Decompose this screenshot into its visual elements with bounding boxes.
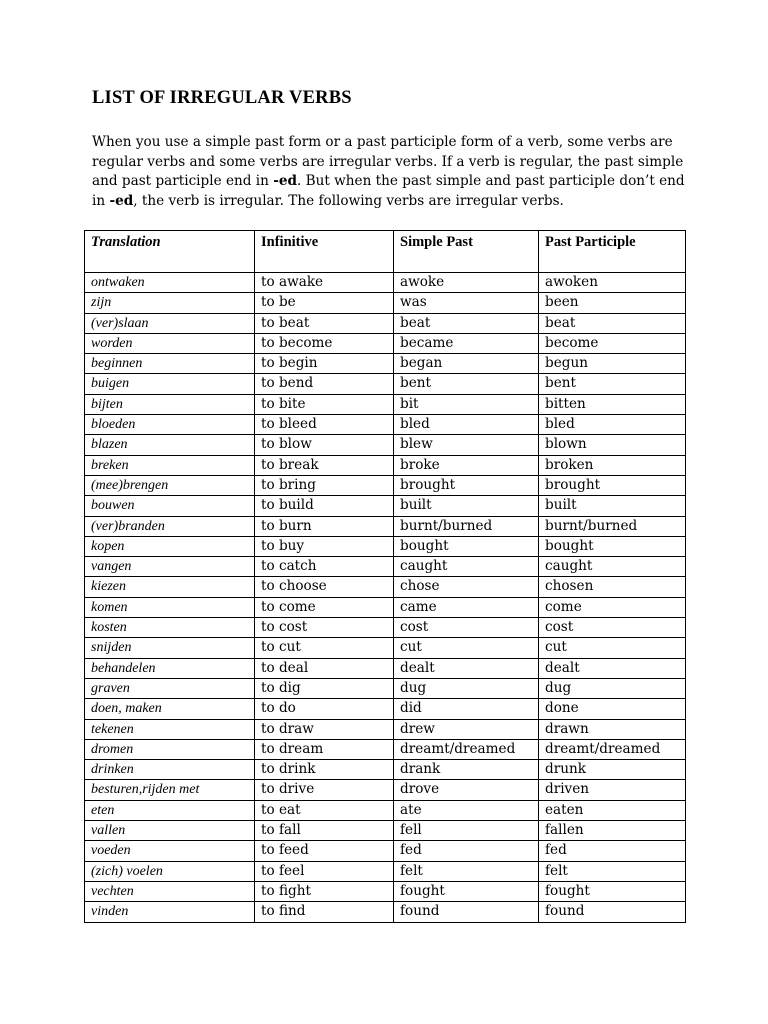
cell-translation: ontwaken	[85, 273, 255, 293]
cell-simple-past: chose	[394, 577, 539, 597]
cell-infinitive: to burn	[255, 516, 394, 536]
cell-infinitive: to bend	[255, 374, 394, 394]
cell-simple-past: caught	[394, 557, 539, 577]
table-row	[85, 577, 686, 597]
table-row	[85, 354, 686, 374]
cell-simple-past: became	[394, 333, 539, 353]
intro-text: , the verb is irregular. The following verbs are irregular verbs.	[133, 192, 564, 209]
table-row	[85, 800, 686, 820]
cell-simple-past: built	[394, 496, 539, 516]
cell-past-participle: fought	[539, 881, 686, 901]
cell-past-participle: eaten	[539, 800, 686, 820]
cell-simple-past: ate	[394, 800, 539, 820]
cell-past-participle: fed	[539, 841, 686, 861]
cell-simple-past: fought	[394, 881, 539, 901]
cell-simple-past: began	[394, 354, 539, 374]
cell-simple-past: drank	[394, 760, 539, 780]
cell-past-participle: awoken	[539, 273, 686, 293]
cell-infinitive: to bring	[255, 475, 394, 495]
cell-translation: vechten	[85, 881, 255, 901]
cell-simple-past: did	[394, 699, 539, 719]
cell-translation: tekenen	[85, 719, 255, 739]
cell-past-participle: built	[539, 496, 686, 516]
cell-past-participle: dealt	[539, 658, 686, 678]
cell-past-participle: chosen	[539, 577, 686, 597]
cell-past-participle: beat	[539, 313, 686, 333]
cell-translation: drinken	[85, 760, 255, 780]
cell-translation: komen	[85, 597, 255, 617]
cell-simple-past: beat	[394, 313, 539, 333]
cell-infinitive: to beat	[255, 313, 394, 333]
cell-simple-past: dreamt/dreamed	[394, 739, 539, 759]
suffix-ed-bold: -ed	[109, 192, 134, 209]
cell-infinitive: to come	[255, 597, 394, 617]
cell-translation: (mee)brengen	[85, 475, 255, 495]
table-row	[85, 821, 686, 841]
cell-infinitive: to choose	[255, 577, 394, 597]
cell-past-participle: cut	[539, 638, 686, 658]
cell-simple-past: felt	[394, 861, 539, 881]
irregular-verbs-table	[84, 230, 686, 923]
header-infinitive: Infinitive	[255, 231, 394, 273]
cell-infinitive: to cost	[255, 618, 394, 638]
cell-translation: voeden	[85, 841, 255, 861]
intro-text: When you use a simple past form or a past participle form of a verb, some verbs are	[92, 134, 673, 150]
cell-translation: bloeden	[85, 415, 255, 435]
cell-translation: behandelen	[85, 658, 255, 678]
cell-past-participle: bent	[539, 374, 686, 394]
table-row	[85, 902, 686, 922]
cell-infinitive: to catch	[255, 557, 394, 577]
cell-past-participle: bought	[539, 536, 686, 556]
cell-translation: blazen	[85, 435, 255, 455]
cell-translation: vinden	[85, 902, 255, 922]
cell-simple-past: fed	[394, 841, 539, 861]
cell-translation: eten	[85, 800, 255, 820]
cell-past-participle: done	[539, 699, 686, 719]
cell-infinitive: to draw	[255, 719, 394, 739]
cell-translation: vangen	[85, 557, 255, 577]
table-row	[85, 841, 686, 861]
table-row	[85, 313, 686, 333]
table-row	[85, 719, 686, 739]
table-row	[85, 273, 686, 293]
cell-infinitive: to eat	[255, 800, 394, 820]
intro-line	[92, 133, 692, 153]
intro-line	[92, 153, 692, 173]
cell-translation: kosten	[85, 618, 255, 638]
table-body	[85, 273, 686, 923]
table-row	[85, 455, 686, 475]
table-header-row	[85, 231, 686, 273]
cell-past-participle: begun	[539, 354, 686, 374]
cell-simple-past: dealt	[394, 658, 539, 678]
table-row	[85, 699, 686, 719]
cell-infinitive: to blow	[255, 435, 394, 455]
table-row	[85, 293, 686, 313]
table-row	[85, 780, 686, 800]
table-row	[85, 557, 686, 577]
cell-translation: kopen	[85, 536, 255, 556]
cell-infinitive: to bleed	[255, 415, 394, 435]
cell-past-participle: driven	[539, 780, 686, 800]
intro-paragraph	[92, 133, 692, 211]
cell-past-participle: brought	[539, 475, 686, 495]
cell-past-participle: come	[539, 597, 686, 617]
cell-infinitive: to be	[255, 293, 394, 313]
cell-past-participle: found	[539, 902, 686, 922]
cell-past-participle: cost	[539, 618, 686, 638]
cell-infinitive: to drink	[255, 760, 394, 780]
cell-simple-past: broke	[394, 455, 539, 475]
cell-past-participle: become	[539, 333, 686, 353]
cell-translation: snijden	[85, 638, 255, 658]
cell-simple-past: cost	[394, 618, 539, 638]
cell-simple-past: was	[394, 293, 539, 313]
cell-past-participle: burnt/burned	[539, 516, 686, 536]
cell-simple-past: drove	[394, 780, 539, 800]
intro-text: . But when the past simple and past participle don’t end	[296, 173, 685, 189]
cell-simple-past: bent	[394, 374, 539, 394]
suffix-ed-bold: -ed	[273, 173, 297, 189]
table-row	[85, 881, 686, 901]
table-row	[85, 678, 686, 698]
cell-translation: breken	[85, 455, 255, 475]
table-row	[85, 658, 686, 678]
cell-translation: beginnen	[85, 354, 255, 374]
intro-line	[92, 172, 692, 192]
table-row	[85, 415, 686, 435]
cell-infinitive: to feel	[255, 861, 394, 881]
cell-simple-past: cut	[394, 638, 539, 658]
cell-translation: (zich) voelen	[85, 861, 255, 881]
cell-simple-past: brought	[394, 475, 539, 495]
cell-simple-past: bit	[394, 394, 539, 414]
cell-past-participle: drawn	[539, 719, 686, 739]
cell-translation: dromen	[85, 739, 255, 759]
cell-past-participle: dug	[539, 678, 686, 698]
cell-infinitive: to dream	[255, 739, 394, 759]
intro-text: and past participle end in	[92, 173, 274, 189]
table-row	[85, 435, 686, 455]
cell-past-participle: been	[539, 293, 686, 313]
table-row	[85, 536, 686, 556]
cell-past-participle: bled	[539, 415, 686, 435]
cell-simple-past: awoke	[394, 273, 539, 293]
cell-infinitive: to fall	[255, 821, 394, 841]
cell-infinitive: to fight	[255, 881, 394, 901]
cell-simple-past: blew	[394, 435, 539, 455]
cell-infinitive: to break	[255, 455, 394, 475]
cell-infinitive: to dig	[255, 678, 394, 698]
cell-translation: worden	[85, 333, 255, 353]
cell-past-participle: blown	[539, 435, 686, 455]
cell-infinitive: to build	[255, 496, 394, 516]
table-row	[85, 739, 686, 759]
intro-text: in	[92, 192, 110, 209]
table-row	[85, 374, 686, 394]
table-row	[85, 496, 686, 516]
cell-simple-past: bled	[394, 415, 539, 435]
cell-infinitive: to buy	[255, 536, 394, 556]
cell-simple-past: fell	[394, 821, 539, 841]
table-row	[85, 597, 686, 617]
table-row	[85, 516, 686, 536]
cell-infinitive: to drive	[255, 780, 394, 800]
cell-infinitive: to feed	[255, 841, 394, 861]
cell-translation: vallen	[85, 821, 255, 841]
header-translation: Translation	[85, 231, 255, 273]
cell-translation: buigen	[85, 374, 255, 394]
cell-translation: doen, maken	[85, 699, 255, 719]
cell-translation: bijten	[85, 394, 255, 414]
cell-simple-past: dug	[394, 678, 539, 698]
cell-past-participle: felt	[539, 861, 686, 881]
cell-infinitive: to do	[255, 699, 394, 719]
cell-past-participle: dreamt/dreamed	[539, 739, 686, 759]
cell-translation: graven	[85, 678, 255, 698]
cell-infinitive: to find	[255, 902, 394, 922]
header-past-participle: Past Participle	[539, 231, 686, 273]
intro-line	[92, 192, 692, 212]
cell-past-participle: broken	[539, 455, 686, 475]
header-simple-past: Simple Past	[394, 231, 539, 273]
cell-infinitive: to cut	[255, 638, 394, 658]
cell-infinitive: to begin	[255, 354, 394, 374]
cell-past-participle: bitten	[539, 394, 686, 414]
table-row	[85, 638, 686, 658]
cell-past-participle: drunk	[539, 760, 686, 780]
cell-translation: (ver)slaan	[85, 313, 255, 333]
cell-simple-past: drew	[394, 719, 539, 739]
cell-translation: (ver)branden	[85, 516, 255, 536]
cell-infinitive: to become	[255, 333, 394, 353]
cell-translation: besturen,rijden met	[85, 780, 255, 800]
cell-simple-past: found	[394, 902, 539, 922]
cell-translation: kiezen	[85, 577, 255, 597]
cell-infinitive: to deal	[255, 658, 394, 678]
table-row	[85, 760, 686, 780]
cell-translation: bouwen	[85, 496, 255, 516]
cell-simple-past: bought	[394, 536, 539, 556]
intro-text: regular verbs and some verbs are irregular verbs. If a verb is regular, the past simple	[92, 153, 684, 170]
table-row	[85, 861, 686, 881]
cell-simple-past: came	[394, 597, 539, 617]
cell-infinitive: to bite	[255, 394, 394, 414]
table-row	[85, 394, 686, 414]
cell-infinitive: to awake	[255, 273, 394, 293]
cell-simple-past: burnt/burned	[394, 516, 539, 536]
cell-past-participle: caught	[539, 557, 686, 577]
cell-past-participle: fallen	[539, 821, 686, 841]
table-row	[85, 618, 686, 638]
table-row	[85, 333, 686, 353]
table-row	[85, 475, 686, 495]
document-title: LIST OF IRREGULAR VERBS	[92, 88, 352, 108]
cell-translation: zijn	[85, 293, 255, 313]
